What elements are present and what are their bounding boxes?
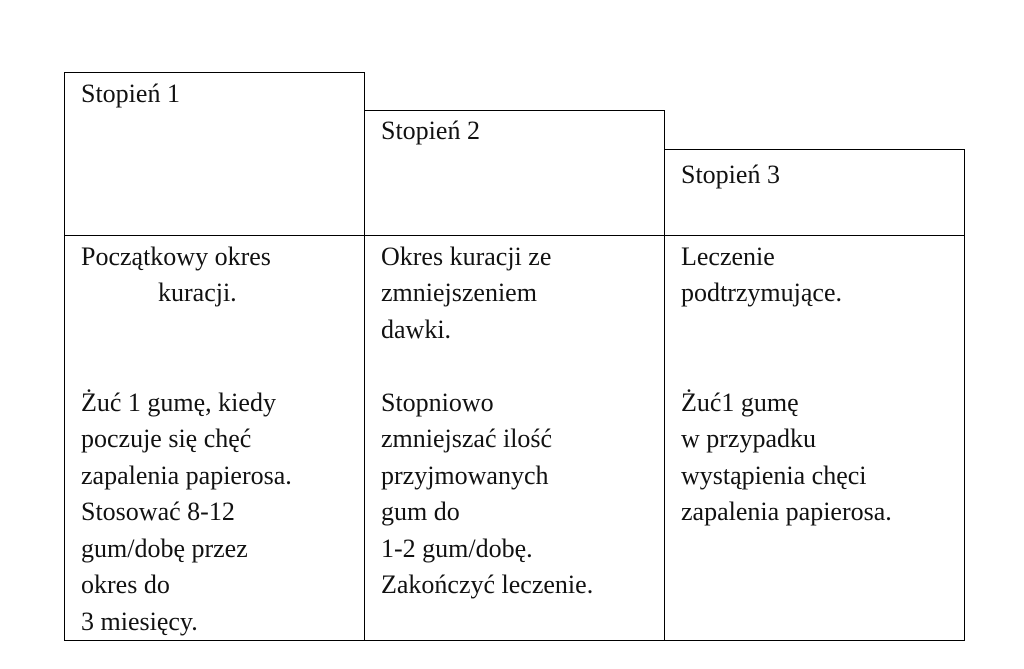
step-3-title-line: Leczenie: [681, 242, 775, 271]
step-3-body-line: wystąpienia chęci: [681, 461, 867, 490]
table-border: [964, 149, 965, 641]
step-1-body-line: gum/dobę przez: [81, 534, 248, 563]
table-border: [64, 72, 365, 73]
step-3-body-line: zapalenia papierosa.: [681, 497, 892, 526]
step-2-body-line: gum do: [381, 497, 460, 526]
table-border: [664, 149, 965, 150]
step-2-body-line: Stopniowo: [381, 388, 494, 417]
step-3-body-line: w przypadku: [681, 424, 817, 453]
table-border: [364, 72, 365, 641]
step-2-title-line: Okres kuracji ze: [381, 242, 552, 271]
step-3-header: Stopień 3: [681, 160, 780, 189]
table-border: [64, 235, 965, 236]
step-1-body-line: Stosować 8-12: [81, 497, 235, 526]
step-1-body-line: okres do: [81, 570, 170, 599]
table-border: [664, 110, 665, 641]
step-1-body-line: 3 miesięcy.: [81, 607, 198, 636]
step-1-body-line: zapalenia papierosa.: [81, 461, 292, 490]
step-2-body-line: zmniejszać ilość: [381, 424, 553, 453]
step-2-title-line: zmniejszeniem: [381, 278, 537, 307]
step-2-body-line: przyjmowanych: [381, 461, 549, 490]
step-2-body-line: 1-2 gum/dobę.: [381, 534, 533, 563]
step-1-body-line: Żuć 1 gumę, kiedy: [81, 388, 276, 417]
step-2-header: Stopień 2: [381, 116, 480, 145]
table-border: [64, 640, 965, 641]
step-2-body-line: Zakończyć leczenie.: [381, 570, 594, 599]
step-1-header: Stopień 1: [81, 79, 180, 108]
step-3-title-line: podtrzymujące.: [681, 278, 842, 307]
table-border: [64, 72, 65, 641]
step-2-title-line: dawki.: [381, 315, 452, 344]
step-1-title-line: kuracji.: [158, 278, 237, 307]
step-1-title-line: Początkowy okres: [81, 242, 271, 271]
table-border: [364, 110, 665, 111]
step-1-body-line: poczuje się chęć: [81, 424, 252, 453]
step-3-body-line: Żuć1 gumę: [681, 388, 799, 417]
